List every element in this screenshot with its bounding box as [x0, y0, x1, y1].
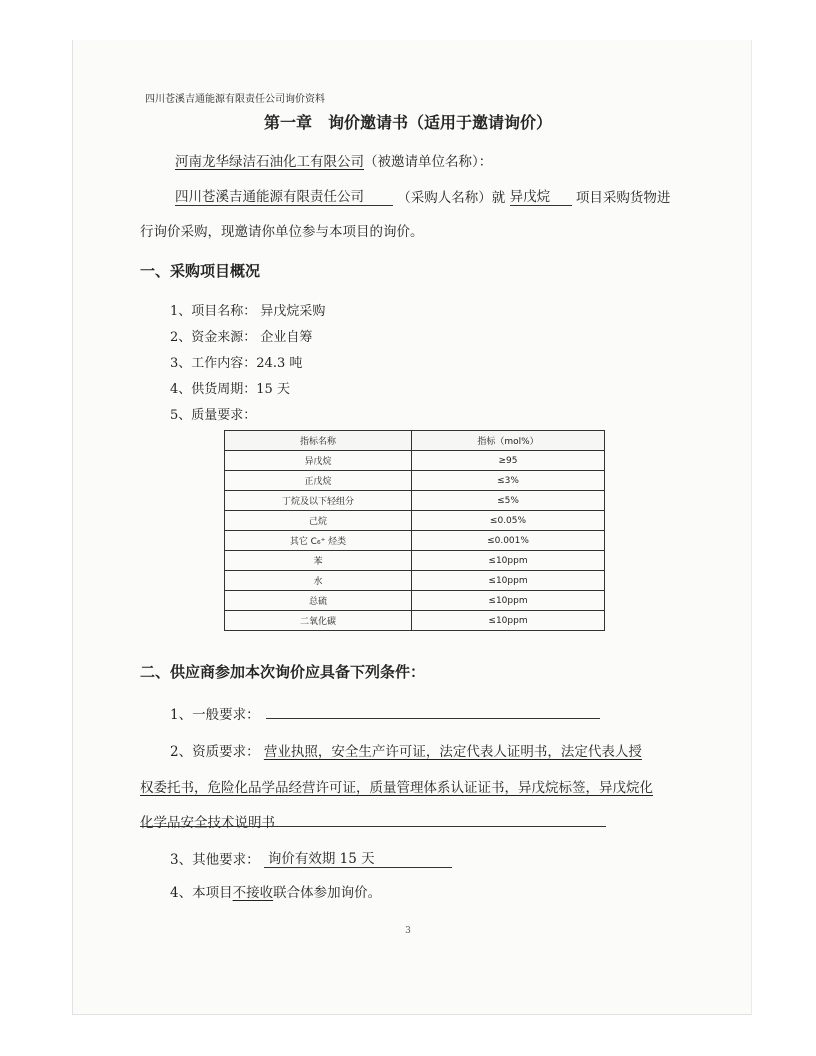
consortium-suffix: 联合体参加询价。 — [273, 885, 382, 901]
general-requirement-label: 1、一般要求： — [170, 707, 260, 723]
product-name: 异戊烷 — [509, 189, 551, 205]
column-header: 指标（mol%） — [412, 431, 605, 451]
consortium-prefix: 4、本项目 — [170, 885, 233, 901]
section-2-title: 二、供应商参加本次询价应具备下列条件： — [140, 663, 426, 681]
qualification-line-1 — [170, 740, 642, 760]
indicator-value: ≤10ppm — [412, 591, 605, 611]
intro-text-2: 项目采购货物进 — [575, 190, 671, 206]
project-item: 1、项目名称： 异戊烷采购 — [170, 304, 326, 319]
indicator-value: ≤5% — [412, 491, 605, 511]
intro-text-1: （采购人名称）就 — [397, 190, 506, 206]
consortium-value: 不接收 — [232, 885, 274, 901]
indicator-value: ≤10ppm — [412, 551, 605, 571]
indicator-name: 苯 — [225, 551, 412, 571]
indicator-value: ≤10ppm — [412, 611, 605, 631]
buyer-name: 四川苍溪吉通能源有限责任公司 — [175, 189, 364, 205]
indicator-name: 异戊烷 — [225, 451, 412, 471]
quality-spec-table — [224, 430, 605, 631]
column-header: 指标名称 — [225, 431, 412, 451]
project-item: 3、工作内容：24.3 吨 — [170, 356, 303, 371]
qualification-text: 化学品安全技术说明书 — [140, 815, 275, 831]
indicator-name: 二氧化碳 — [225, 611, 412, 631]
other-requirement-line — [170, 847, 452, 868]
table-header-row — [225, 431, 605, 451]
qualification-line-2 — [140, 776, 653, 796]
intro-line-2: 行询价采购，现邀请你单位参与本项目的询价。 — [140, 224, 424, 240]
project-item: 4、供货周期：15 天 — [170, 382, 290, 397]
indicator-name: 其它 C₆⁺ 烃类 — [225, 531, 412, 551]
indicator-name: 正戊烷 — [225, 471, 412, 491]
table-row — [225, 591, 605, 611]
invitee-name: 河南龙华绿洁石油化工有限公司 — [175, 154, 364, 170]
project-item: 5、质量要求： — [170, 408, 257, 423]
table-row — [225, 451, 605, 471]
qualification-line-3 — [140, 811, 275, 831]
qualification-label: 2、资质要求： — [170, 744, 260, 760]
qualification-underline — [140, 826, 606, 827]
indicator-value: ≤0.05% — [412, 511, 605, 531]
consortium-line — [170, 881, 381, 901]
indicator-name: 己烷 — [225, 511, 412, 531]
indicator-value: ≤10ppm — [412, 571, 605, 591]
indicator-name: 水 — [225, 571, 412, 591]
invitee-suffix: （被邀请单位名称）： — [364, 154, 493, 170]
table-row — [225, 511, 605, 531]
table-row — [225, 551, 605, 571]
table-row — [225, 571, 605, 591]
table-row — [225, 491, 605, 511]
document-header: 四川苍溪吉通能源有限责任公司询价资料 — [145, 94, 325, 105]
indicator-name: 总硫 — [225, 591, 412, 611]
table-row — [225, 611, 605, 631]
invitee-line — [175, 150, 492, 170]
qualification-text: 营业执照，安全生产许可证，法定代表人证明书，法定代表人授 — [263, 744, 642, 760]
table-row — [225, 531, 605, 551]
section-1-title: 一、采购项目概况 — [140, 262, 261, 280]
other-requirement-label: 3、其他要求： — [170, 852, 260, 868]
indicator-value: ≤0.001% — [412, 531, 605, 551]
qualification-text: 权委托书，危险化品学品经营许可证，质量管理体系认证证书，异戊烷标签，异戊烷化 — [140, 780, 653, 796]
indicator-value: ≥95 — [412, 451, 605, 471]
indicator-name: 丁烷及以下轻组分 — [225, 491, 412, 511]
project-item: 2、资金来源： 企业自筹 — [170, 330, 313, 345]
chapter-title: 第一章 询价邀请书（适用于邀请询价） — [263, 113, 552, 132]
page-number: 3 — [405, 926, 411, 936]
intro-line-1 — [175, 185, 670, 206]
general-requirement-blank — [266, 718, 600, 719]
indicator-value: ≤3% — [412, 471, 605, 491]
table-row — [225, 471, 605, 491]
other-requirement-value: 询价有效期 15 天 — [267, 851, 375, 867]
